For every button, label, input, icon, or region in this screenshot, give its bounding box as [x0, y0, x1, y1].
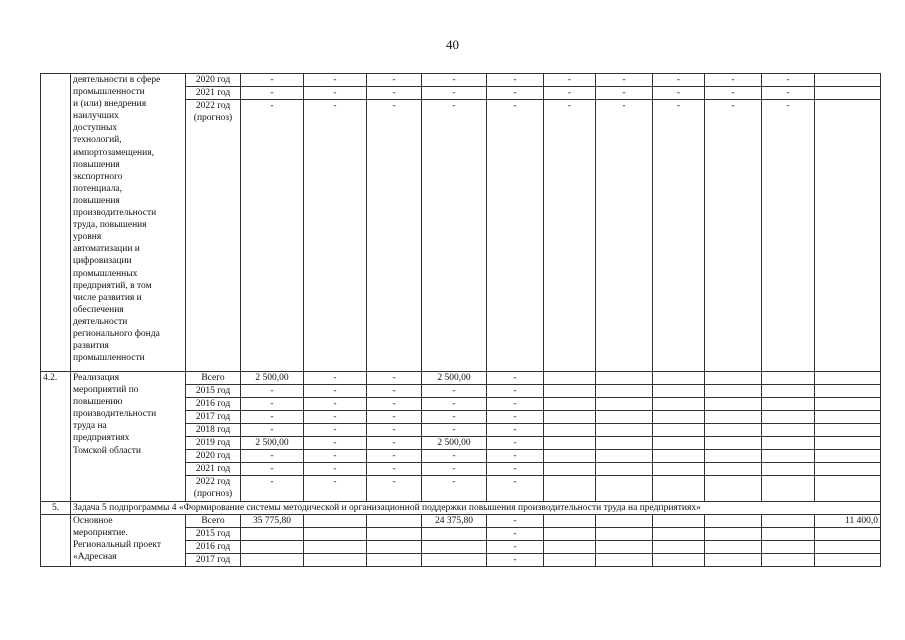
year-cell: 2017 год: [186, 554, 241, 567]
value-cell: -: [367, 74, 422, 87]
value-cell: -: [422, 398, 487, 411]
year-cell: 2021 год: [186, 463, 241, 476]
item-description-cell: Реализация мероприятий по повышению производительности труда на предприятиях Томской области: [71, 372, 186, 502]
value-cell: -: [762, 100, 815, 372]
year-cell: 2019 год: [186, 437, 241, 450]
item-description-cell: деятельности в сфере промышленности и (или) внедрения наилучших доступных технологий, импортозамещения, повышения экспортного потенциала, повышения производительности труда, повышения уровня автоматизации и цифровизации промышленных предприятий, в том числе развития и обеспечения деятельности регионального фонда развития промышленности: [71, 74, 186, 372]
value-cell: -: [487, 528, 544, 541]
value-cell: -: [487, 437, 544, 450]
table-row: [41, 502, 881, 515]
value-cell: -: [367, 437, 422, 450]
budget-table: [40, 73, 881, 567]
year-cell: 2016 год: [186, 541, 241, 554]
value-cell: -: [487, 398, 544, 411]
value-cell: -: [241, 385, 304, 398]
value-cell: -: [487, 476, 544, 502]
value-cell: 11 400,0: [815, 515, 881, 528]
value-cell: -: [422, 385, 487, 398]
value-cell: -: [241, 411, 304, 424]
year-cell: 2017 год: [186, 411, 241, 424]
value-cell: [815, 87, 881, 100]
value-cell: -: [487, 554, 544, 567]
value-cell: -: [304, 411, 367, 424]
value-cell: -: [422, 476, 487, 502]
value-cell: 2 500,00: [422, 437, 487, 450]
section-title-cell: Задача 5 подпрограммы 4 «Формирование системы методической и организационной поддержки повышения производительности труда на предприятиях»: [71, 502, 881, 515]
value-cell: -: [762, 87, 815, 100]
year-cell: 2020 год: [186, 450, 241, 463]
value-cell: [815, 100, 881, 372]
year-cell: 2021 год: [186, 87, 241, 100]
value-cell: -: [367, 398, 422, 411]
item-number-cell: 4.2.: [41, 372, 71, 502]
value-cell: -: [304, 398, 367, 411]
value-cell: -: [367, 385, 422, 398]
value-cell: -: [367, 87, 422, 100]
value-cell: -: [596, 87, 653, 100]
table-row: [41, 74, 881, 87]
table-row: [41, 515, 881, 528]
value-cell: -: [487, 450, 544, 463]
year-cell: Всего: [186, 515, 241, 528]
item-number-cell: [41, 515, 71, 567]
value-cell: -: [544, 100, 596, 372]
value-cell: -: [241, 450, 304, 463]
value-cell: 24 375,80: [422, 515, 487, 528]
value-cell: -: [422, 450, 487, 463]
value-cell: -: [705, 100, 762, 372]
value-cell: -: [304, 450, 367, 463]
value-cell: -: [544, 87, 596, 100]
value-cell: -: [653, 87, 705, 100]
value-cell: -: [422, 424, 487, 437]
value-cell: -: [487, 385, 544, 398]
value-cell: -: [241, 424, 304, 437]
value-cell: -: [367, 463, 422, 476]
value-cell: -: [487, 424, 544, 437]
value-cell: 2 500,00: [241, 372, 304, 385]
section-number-cell: 5.: [41, 502, 71, 515]
year-cell: 2018 год: [186, 424, 241, 437]
year-cell: 2020 год: [186, 74, 241, 87]
value-cell: -: [367, 476, 422, 502]
value-cell: -: [367, 411, 422, 424]
value-cell: -: [762, 74, 815, 87]
value-cell: -: [596, 100, 653, 372]
page-number: 40: [446, 37, 459, 52]
value-cell: -: [487, 372, 544, 385]
value-cell: -: [367, 424, 422, 437]
value-cell: -: [487, 87, 544, 100]
value-cell: -: [241, 87, 304, 100]
value-cell: -: [241, 74, 304, 87]
value-cell: -: [304, 372, 367, 385]
value-cell: 35 775,80: [241, 515, 304, 528]
value-cell: -: [487, 541, 544, 554]
value-cell: -: [241, 100, 304, 372]
value-cell: 2 500,00: [241, 437, 304, 450]
year-cell: 2022 год (прогноз): [186, 476, 241, 502]
value-cell: -: [304, 100, 367, 372]
year-cell: 2022 год (прогноз): [186, 100, 241, 372]
value-cell: -: [422, 74, 487, 87]
value-cell: -: [653, 100, 705, 372]
value-cell: -: [304, 424, 367, 437]
value-cell: -: [304, 385, 367, 398]
value-cell: 2 500,00: [422, 372, 487, 385]
value-cell: -: [705, 87, 762, 100]
value-cell: -: [487, 100, 544, 372]
year-cell: 2015 год: [186, 528, 241, 541]
year-cell: 2016 год: [186, 398, 241, 411]
item-number-cell: [41, 74, 71, 372]
value-cell: -: [241, 463, 304, 476]
item-description-cell: Основное мероприятие. Региональный проект «Адресная: [71, 515, 186, 567]
value-cell: -: [596, 74, 653, 87]
value-cell: -: [705, 74, 762, 87]
value-cell: -: [367, 450, 422, 463]
value-cell: -: [653, 74, 705, 87]
value-cell: -: [487, 411, 544, 424]
value-cell: -: [241, 398, 304, 411]
value-cell: -: [544, 74, 596, 87]
value-cell: -: [304, 87, 367, 100]
value-cell: -: [487, 74, 544, 87]
value-cell: -: [241, 476, 304, 502]
year-cell: 2015 год: [186, 385, 241, 398]
value-cell: -: [422, 87, 487, 100]
year-cell: Всего: [186, 372, 241, 385]
value-cell: -: [422, 463, 487, 476]
table-row: [41, 372, 881, 385]
value-cell: -: [304, 74, 367, 87]
value-cell: -: [304, 463, 367, 476]
value-cell: [815, 74, 881, 87]
value-cell: -: [422, 411, 487, 424]
value-cell: -: [487, 463, 544, 476]
value-cell: -: [487, 515, 544, 528]
value-cell: -: [304, 476, 367, 502]
value-cell: -: [367, 372, 422, 385]
value-cell: -: [367, 100, 422, 372]
value-cell: -: [304, 437, 367, 450]
value-cell: -: [422, 100, 487, 372]
